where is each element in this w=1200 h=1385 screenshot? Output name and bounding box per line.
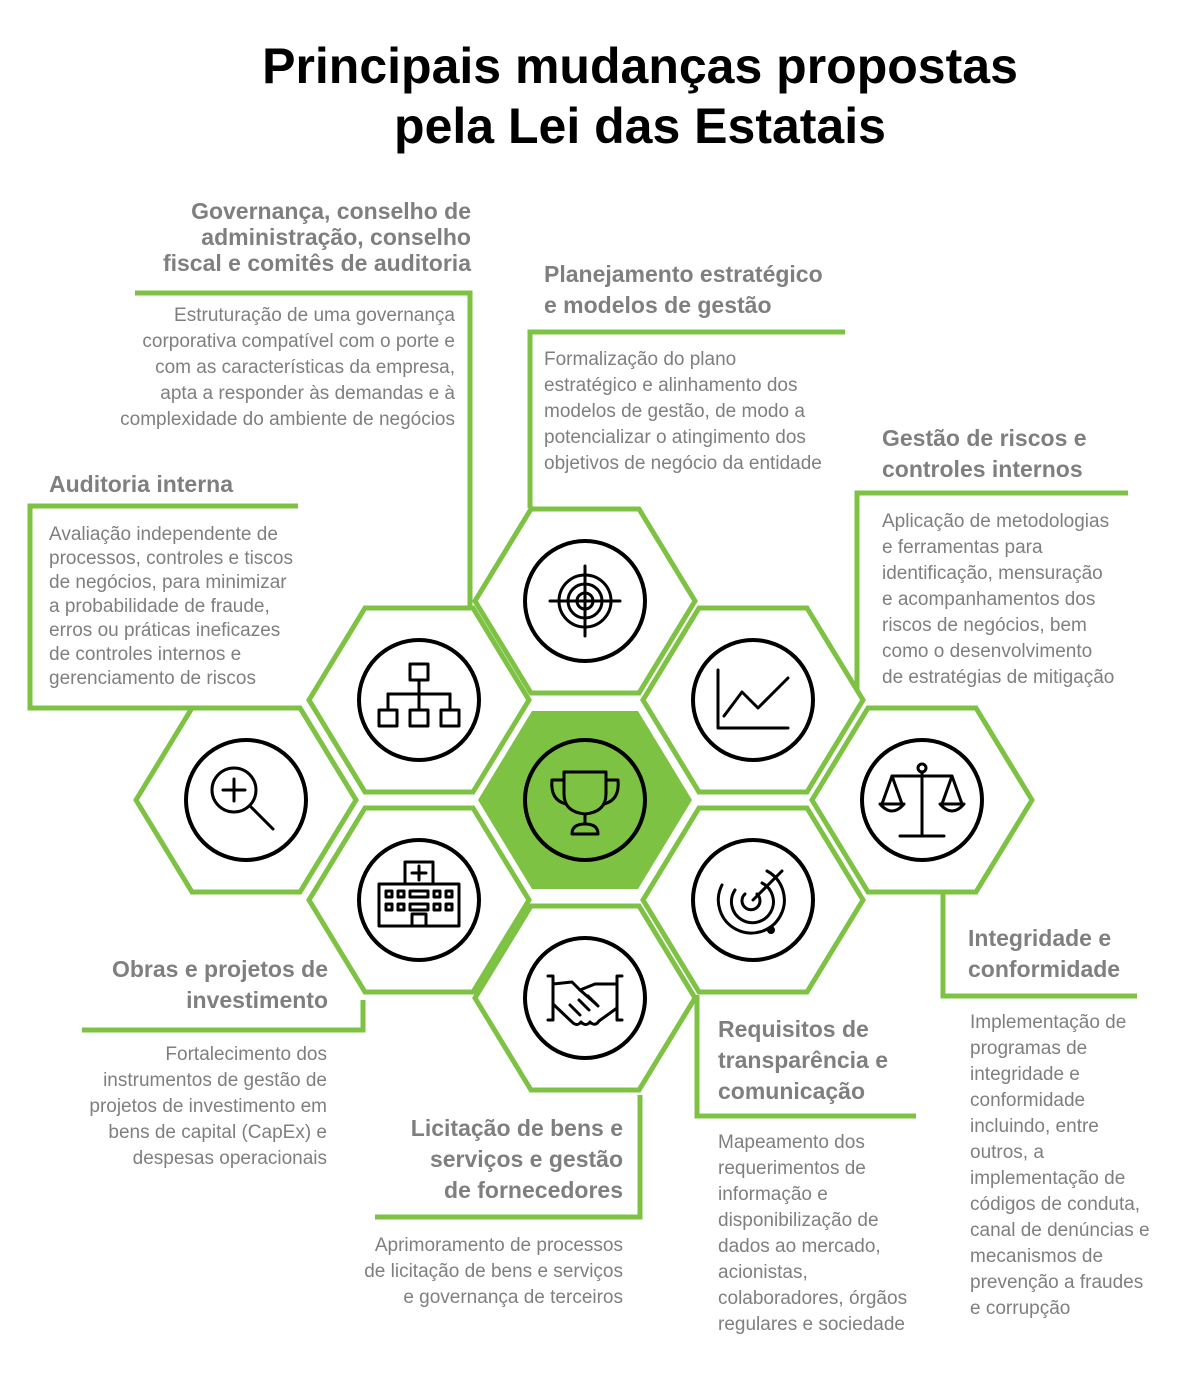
desc-auditoria: Avaliação independente de processos, controles e tiscos de negócios, para minimizar a probabilidade de fraude, erros ou práticas ineficazes de controles internos e gerenciamento de riscos — [49, 524, 293, 689]
heading-transparencia: Requisitos de transparência e comunicação — [718, 1016, 889, 1104]
heading-integridade: Integridade e conformidade — [968, 925, 1121, 982]
circle-auditoria — [186, 740, 306, 860]
desc-planejamento: Formalização do plano estratégico e alinhamento dos modelos de gestão, de modo a potencializar o atingimento dos objetivos de negócio da entidade — [544, 349, 822, 474]
heading-riscos: Gestão de riscos e controles internos — [882, 425, 1087, 482]
circle-obras — [359, 840, 479, 960]
title-line-2: pela Lei das Estatais — [394, 98, 886, 154]
heading-governanca: Governança, conselho de administração, conselho fiscal e comitês de auditoria — [162, 198, 471, 276]
heading-planejamento: Planejamento estratégico e modelos de gestão — [544, 261, 823, 318]
circle-licitacao — [525, 938, 645, 1058]
desc-licitacao: Aprimoramento de processos de licitação de bens e serviços e governança de terceiros — [364, 1235, 623, 1308]
heading-auditoria: Auditoria interna — [49, 471, 234, 497]
desc-integridade: Implementação de programas de integridade e conformidade incluindo, entre outros, a implementação de códigos de conduta, canal de denúncias e mecanismos de prevenção a fraudes e corrupção — [970, 1012, 1150, 1319]
desc-transparencia: Mapeamento dos requerimentos de informação e disponibilização de dados ao mercado, acionistas, colaboradores, órgãos regulares e sociedade — [718, 1132, 908, 1335]
desc-governanca: Estruturação de uma governança corporativa compatível com o porte e com as características da empresa, apta a responder às demandas e à complexidade do ambiente de negócios — [120, 305, 455, 430]
desc-riscos: Aplicação de metodologias e ferramentas para identificação, mensuração e acompanhamentos dos riscos de negócios, bem como o desenvolvimento de estratégias de mitigação — [882, 511, 1115, 688]
page-title — [190, 36, 1090, 156]
hex-center — [478, 711, 692, 889]
circle-riscos — [693, 640, 813, 760]
heading-obras: Obras e projetos de investimento — [111, 956, 328, 1013]
title-line-1: Principais mudanças propostas — [262, 38, 1018, 94]
desc-obras: Fortalecimento dos instrumentos de gestão de projetos de investimento em bens de capital (CapEx) e despesas operacionais — [89, 1044, 327, 1169]
heading-licitacao: Licitação de bens e serviços e gestão de fornecedores — [410, 1115, 623, 1203]
